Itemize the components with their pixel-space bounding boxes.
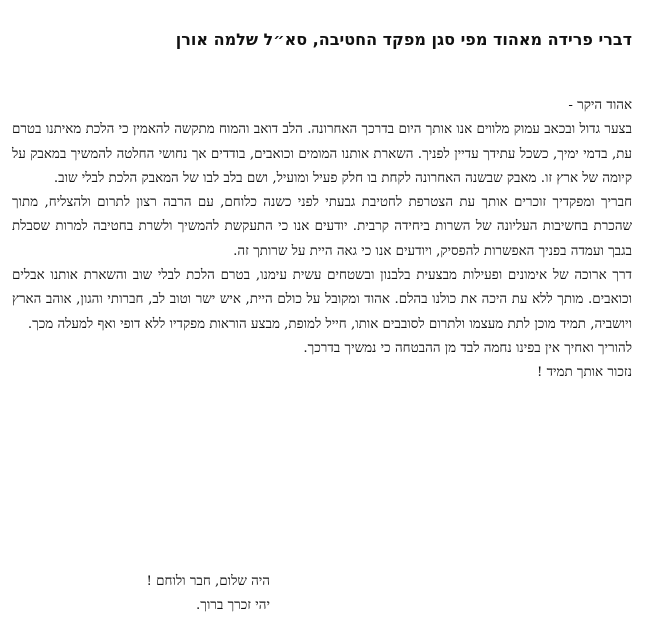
salutation: אהוד היקר - [568,98,632,113]
paragraph-4: להוריך ואחיך אין בפינו נחמה לבד מן ההבטחה כי נמשיך בדרכך. [303,340,632,356]
page-title: דברי פרידה מאהוד מפי סגן מפקד החטיבה, סא״ל שלמה אורן [175,30,632,49]
closing-line-2: יהי זכרך ברוך. [196,598,270,613]
paragraph-1: בצער גדול ובכאב עמוק מלווים אנו אותך היום בדרכך האחרונה. הלב דואב והמוח מתקשה להאמין כי הלכת מאיתנו בטרם עת, בדמי ימיך, כשכל עתידך עדיין לפניך. השארת אותנו המומים וכואבים, בודדים אך נחושי החלטה להמשיך במאבק על קיומה של ארץ זו. מאבק שבשנה האחרונה לקחת בו חלק פעיל ומועיל, ושם בלב לבו של המאבק הלכת לבלי שוב. [12,122,632,186]
paragraph-2: חבריך ומפקדיך זוכרים אותך עת הצטרפת לחטיבת גבעתי לפני כשנה כלוחם, עם הרבה רצון לתרום ולהצליח, מתוך שהכרת בחשיבות העליונה של השרות ביחידה קרבית. יודעים אנו כי התעקשת להמשיך ולשרת בחטיבה למרות שסבלת בגבך ועמדה בפניך האפשרות להפסיק, ויודעים אנו כי גאה היית על שרותך זה. [12,195,632,259]
paragraph-5: נזכור אותך תמיד ! [536,365,632,381]
paragraph-3: דרך ארוכה של אימונים ופעילות מבצעית בלבנון ובשטחים עשית עימנו, בטרם הלכת לבלי שוב והשארת אותנו אבלים וכואבים. מותך ללא עת היכה את כולנו בהלם. אהוד ומקובל על כולם היית, איש ישר וטוב לב, חברותי והגון, אוהב הארץ ויושביה, תמיד מוכן לתת מעצמו ולתרום לסובבים אותו, חייל למופת, מבצע הוראות מפקדיו ללא דופי ואף למעלה מכך. [12,268,632,332]
closing-line-1: היה שלום, חבר ולוחם ! [146,574,270,589]
letter-body [12,94,632,386]
